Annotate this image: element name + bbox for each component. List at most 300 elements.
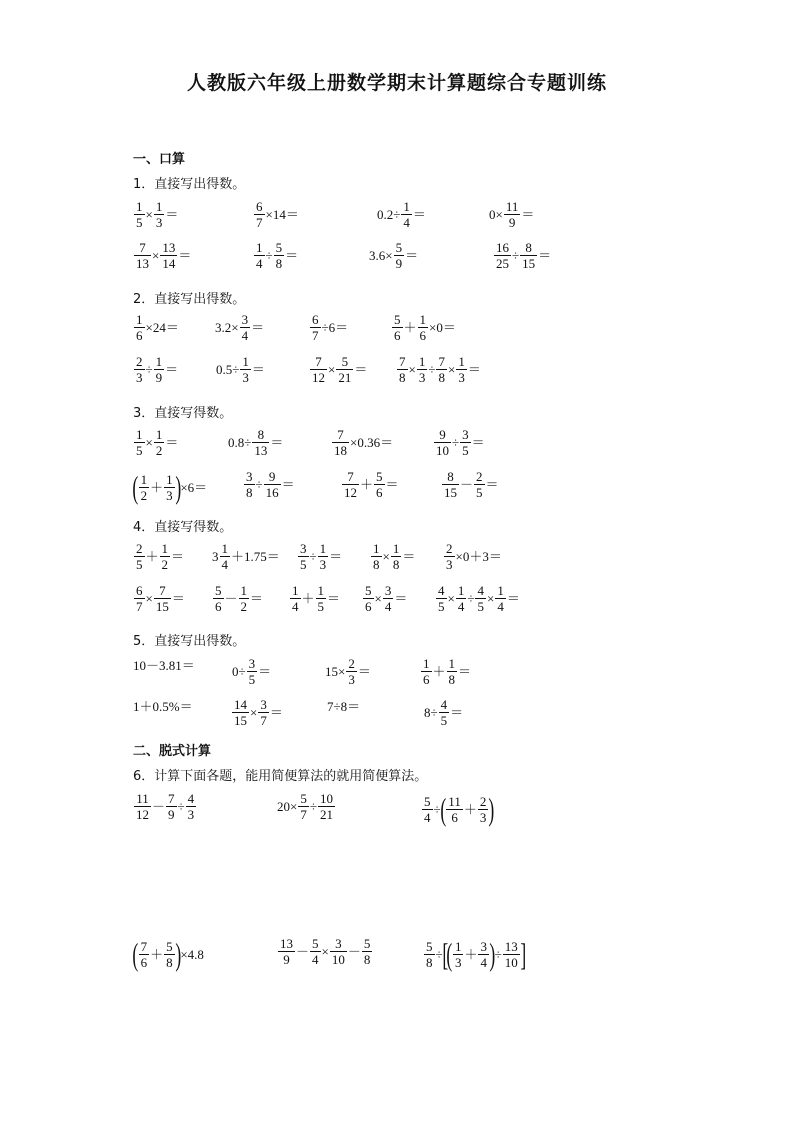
- fraction: [310, 355, 327, 384]
- numerator: 3: [260, 697, 267, 712]
- denominator: 7: [136, 599, 143, 614]
- fraction: [213, 584, 224, 613]
- operator-text: ＝: [385, 477, 399, 492]
- operator-text: ÷: [494, 946, 502, 962]
- operator-text: ＝: [327, 591, 341, 606]
- fraction: [362, 937, 373, 966]
- fraction: [164, 473, 175, 502]
- fraction: [247, 657, 258, 686]
- fraction: [439, 698, 450, 727]
- numerator: 7: [342, 470, 359, 485]
- bracket: (: [132, 469, 139, 505]
- numerator: 1: [454, 938, 462, 954]
- fraction: [371, 542, 382, 571]
- denominator: 9: [283, 952, 290, 967]
- denominator: 13: [254, 443, 268, 458]
- denominator: 8: [399, 370, 406, 385]
- denominator: 10: [436, 443, 449, 458]
- operator-text: ＝: [471, 435, 485, 450]
- operator-text: ×: [374, 591, 382, 606]
- math-expression: [420, 657, 471, 686]
- denominator: 4: [312, 952, 319, 967]
- numerator: 13: [162, 240, 176, 255]
- numerator: 1: [448, 656, 456, 671]
- denominator: 4: [457, 599, 465, 614]
- math-expression: [493, 241, 551, 270]
- numerator: 5: [426, 938, 433, 954]
- fraction: [363, 584, 374, 613]
- math-expression: [133, 657, 195, 672]
- fraction: [436, 584, 447, 613]
- fraction: [244, 470, 255, 499]
- fraction: [421, 657, 432, 686]
- numerator: 2: [136, 354, 143, 369]
- operator-text: 20×: [277, 799, 298, 814]
- operator-text: 3.2×: [215, 320, 239, 335]
- math-expression: [297, 542, 342, 571]
- operator-text: ＝: [506, 591, 520, 606]
- math-expression: [243, 470, 295, 499]
- operator-text: ÷: [177, 799, 185, 814]
- fraction: [154, 200, 165, 229]
- fraction: [139, 473, 150, 502]
- numerator: 1: [373, 541, 380, 556]
- numerator: 5: [376, 469, 383, 484]
- math-expression: [216, 355, 265, 384]
- operator-text: ＝: [402, 549, 416, 564]
- fraction: [478, 940, 489, 969]
- fraction: [186, 792, 197, 821]
- denominator: 4: [403, 215, 410, 230]
- fraction: [164, 940, 175, 969]
- numerator: 5: [336, 355, 353, 370]
- denominator: 4: [384, 599, 392, 614]
- operator-text: 0.8÷: [228, 435, 252, 450]
- operator-text: ÷: [309, 549, 317, 564]
- fraction: [394, 241, 405, 270]
- numerator: 4: [477, 583, 484, 598]
- denominator: 15: [444, 485, 457, 500]
- numerator: 2: [136, 541, 143, 556]
- fraction: [504, 200, 521, 229]
- numerator: 8: [252, 428, 269, 443]
- fraction: [478, 795, 489, 824]
- numerator: 1: [140, 471, 148, 487]
- numerator: 7: [154, 584, 171, 599]
- fraction: [434, 428, 451, 457]
- denominator: 5: [477, 599, 484, 614]
- operator-text: ×4.8: [180, 946, 204, 962]
- operator-text: ＝: [354, 362, 368, 377]
- operator-text: 3: [212, 549, 219, 564]
- operator-text: 1＋0.5%＝: [133, 698, 193, 714]
- fraction: [374, 470, 385, 499]
- fraction: [134, 792, 151, 821]
- numerator: 1: [136, 427, 143, 442]
- bracket: ): [488, 791, 495, 827]
- operator-text: ＝: [357, 664, 371, 679]
- numerator: 3: [480, 938, 487, 954]
- numerator: 4: [440, 697, 448, 712]
- numerator: 1: [240, 583, 248, 598]
- numerator: 1: [419, 312, 427, 327]
- math-expression: [423, 937, 525, 971]
- denominator: 6: [394, 328, 401, 343]
- numerator: 7: [399, 354, 406, 369]
- operator-text: ×6＝: [180, 479, 208, 495]
- math-expression: [133, 428, 178, 457]
- numerator: 1: [497, 583, 504, 598]
- operator-text: ÷: [428, 362, 436, 377]
- fraction: [446, 795, 463, 824]
- fraction: [436, 355, 447, 384]
- operator-text: ÷: [255, 477, 263, 492]
- fraction: [383, 584, 394, 613]
- numerator: 3: [330, 937, 347, 952]
- denominator: 4: [292, 599, 299, 614]
- numerator: 3: [462, 427, 469, 442]
- math-expression: [377, 200, 426, 229]
- operator-text: ＝: [450, 705, 464, 720]
- denominator: 6: [365, 599, 372, 614]
- denominator: 6: [419, 328, 427, 343]
- numerator: 1: [256, 240, 263, 255]
- numerator: 2: [479, 793, 487, 809]
- operator-text: ×: [447, 591, 455, 606]
- numerator: 1: [221, 541, 228, 556]
- denominator: 4: [256, 256, 263, 271]
- math-expression: [309, 355, 367, 384]
- bracket: ]: [520, 936, 527, 972]
- operator-text: ＝: [521, 207, 535, 222]
- fraction: [240, 313, 251, 342]
- operator-text: ×: [328, 362, 336, 377]
- operator-text: ＝: [458, 664, 472, 679]
- fraction: [391, 542, 402, 571]
- fraction: [316, 584, 327, 613]
- denominator: 7: [256, 215, 263, 230]
- denominator: 5: [476, 485, 483, 500]
- fraction: [139, 940, 150, 969]
- question-label: 3．直接写得数。: [133, 406, 233, 421]
- numerator: 7: [438, 354, 445, 369]
- math-expression: [231, 698, 283, 727]
- operator-text: ＝: [405, 248, 419, 263]
- numerator: 1: [155, 354, 163, 369]
- operator-text: ＋: [360, 477, 374, 492]
- denominator: 9: [155, 370, 163, 385]
- fraction: [460, 428, 471, 457]
- numerator: 8: [442, 470, 459, 485]
- operator-text: ×: [486, 591, 495, 606]
- math-expression: [362, 584, 407, 613]
- math-expression: [289, 584, 340, 613]
- numerator: 1: [161, 541, 169, 556]
- denominator: 8: [426, 954, 433, 970]
- denominator: 8: [392, 557, 400, 572]
- fraction: [310, 313, 321, 342]
- denominator: 14: [162, 256, 176, 271]
- numerator: 3: [241, 312, 249, 327]
- fraction: [298, 792, 309, 821]
- fraction: [475, 584, 486, 613]
- numerator: 7: [134, 241, 151, 256]
- numerator: 5: [365, 583, 372, 598]
- numerator: 1: [423, 656, 430, 671]
- denominator: 2: [240, 599, 248, 614]
- question-label: 4．直接写得数。: [133, 520, 233, 535]
- operator-text: ＝: [394, 591, 408, 606]
- denominator: 9: [395, 256, 403, 271]
- math-expression: [133, 937, 204, 971]
- denominator: 15: [155, 599, 169, 614]
- operator-text: ＝: [165, 207, 179, 222]
- fraction: [418, 313, 429, 342]
- denominator: 8: [448, 672, 456, 687]
- math-expression: [133, 355, 178, 384]
- math-expression: [133, 698, 193, 713]
- numerator: 1: [457, 583, 465, 598]
- numerator: 3: [384, 583, 392, 598]
- operator-text: ＋: [463, 801, 477, 817]
- denominator: 2: [161, 557, 169, 572]
- numerator: 1: [155, 427, 163, 442]
- math-expression: [253, 241, 298, 270]
- operator-text: ＋: [150, 946, 164, 962]
- fraction: [252, 428, 269, 457]
- fraction: [264, 470, 281, 499]
- fraction: [503, 940, 520, 969]
- numerator: 10: [319, 791, 333, 806]
- denominator: 6: [451, 809, 458, 825]
- numerator: 7: [332, 428, 349, 443]
- numerator: 1: [319, 541, 327, 556]
- numerator: 13: [280, 936, 293, 951]
- numerator: 14: [234, 697, 247, 712]
- math-expression: [370, 542, 415, 571]
- math-expression: [424, 698, 463, 727]
- denominator: 7: [312, 328, 319, 343]
- operator-text: 0.2÷: [377, 207, 401, 222]
- numerator: 11: [448, 793, 461, 809]
- denominator: 4: [480, 954, 487, 970]
- denominator: 7: [300, 807, 307, 822]
- numerator: 5: [300, 791, 307, 806]
- operator-text: ÷: [309, 799, 317, 814]
- denominator: 25: [496, 256, 509, 271]
- fraction: [392, 313, 403, 342]
- fraction: [332, 428, 349, 457]
- operator-text: ÷: [435, 946, 443, 962]
- denominator: 8: [438, 370, 445, 385]
- operator-text: ＝: [269, 705, 283, 720]
- operator-text: －: [152, 799, 166, 814]
- fraction: [134, 428, 145, 457]
- operator-text: ＝: [285, 248, 299, 263]
- operator-text: ×: [145, 435, 153, 450]
- fraction: [274, 241, 285, 270]
- fraction: [134, 542, 145, 571]
- operator-text: ÷: [433, 801, 441, 817]
- operator-text: ＝: [171, 549, 185, 564]
- operator-text: 3.6×: [369, 248, 393, 263]
- math-expression: [212, 542, 280, 571]
- bracket: ): [175, 469, 181, 505]
- operator-text: ＝: [178, 248, 192, 263]
- denominator: 4: [424, 809, 431, 825]
- numerator: 7: [168, 791, 175, 806]
- operator-text: ×0＝: [429, 320, 456, 335]
- numerator: 5: [312, 936, 319, 951]
- numerator: 3: [248, 656, 256, 671]
- operator-text: ＝: [281, 477, 295, 492]
- operator-text: ＝: [171, 591, 185, 606]
- math-expression: [433, 428, 485, 457]
- fraction: [254, 200, 265, 229]
- operator-text: ＝: [538, 248, 552, 263]
- denominator: 4: [497, 599, 504, 614]
- math-expression: [133, 200, 178, 229]
- fraction: [134, 355, 145, 384]
- operator-text: ×: [321, 944, 329, 959]
- fraction: [318, 542, 329, 571]
- numerator: 4: [187, 791, 195, 806]
- denominator: 9: [508, 215, 516, 230]
- numerator: 1: [418, 354, 426, 369]
- operator-text: 8÷: [424, 705, 438, 720]
- fraction: [154, 355, 165, 384]
- numerator: 1: [242, 354, 249, 369]
- denominator: 3: [136, 370, 143, 385]
- numerator: 5: [275, 240, 283, 255]
- operator-text: ×0＋3＝: [455, 549, 502, 564]
- denominator: 5: [248, 672, 256, 687]
- bracket: ): [175, 936, 181, 972]
- numerator: 9: [264, 470, 281, 485]
- denominator: 13: [136, 256, 149, 271]
- operator-text: ＝: [270, 435, 284, 450]
- denominator: 9: [168, 807, 175, 822]
- operator-text: 7÷8＝: [327, 698, 361, 714]
- denominator: 12: [344, 485, 357, 500]
- operator-text: ÷: [265, 248, 273, 263]
- fraction: [254, 241, 265, 270]
- numerator: 1: [317, 583, 325, 598]
- math-expression: [253, 200, 299, 229]
- operator-text: ＋: [432, 664, 446, 679]
- operator-text: ÷: [452, 435, 460, 450]
- operator-text: ×14＝: [265, 207, 299, 222]
- denominator: 3: [348, 672, 355, 687]
- operator-text: ×: [447, 362, 456, 377]
- operator-text: ＝: [251, 320, 265, 335]
- bracket: (: [446, 936, 453, 972]
- fraction: [342, 470, 359, 499]
- question-label: 6．计算下面各题，能用简便算法的就用简便算法。: [133, 769, 428, 784]
- numerator: 13: [504, 938, 518, 954]
- operator-text: 0×: [489, 207, 503, 222]
- denominator: 8: [166, 954, 173, 970]
- operator-text: ×: [250, 705, 258, 720]
- numerator: 1: [458, 354, 465, 369]
- denominator: 5: [136, 215, 143, 230]
- math-expression: [232, 657, 271, 686]
- denominator: 3: [479, 809, 487, 825]
- denominator: 5: [440, 713, 448, 728]
- section-heading: 二、脱式计算: [133, 744, 212, 759]
- operator-text: ＝: [467, 362, 481, 377]
- operator-text: ÷: [467, 591, 475, 606]
- operator-text: ×0.36＝: [350, 435, 394, 450]
- denominator: 21: [319, 807, 333, 822]
- math-expression: [309, 313, 348, 342]
- denominator: 3: [458, 370, 465, 385]
- denominator: 8: [275, 256, 283, 271]
- denominator: 15: [522, 256, 536, 271]
- operator-text: ＝: [412, 207, 426, 222]
- operator-text: ÷: [145, 362, 153, 377]
- denominator: 3: [454, 954, 462, 970]
- numerator: 6: [136, 583, 143, 598]
- denominator: 8: [373, 557, 380, 572]
- math-expression: [133, 470, 207, 504]
- numerator: 1: [292, 583, 299, 598]
- operator-text: ＋: [464, 946, 478, 962]
- fraction: [397, 355, 408, 384]
- numerator: 1: [136, 312, 143, 327]
- numerator: 6: [312, 312, 319, 327]
- math-expression: [435, 584, 520, 613]
- fraction: [160, 241, 177, 270]
- denominator: 6: [136, 328, 143, 343]
- numerator: 11: [505, 199, 519, 214]
- math-expression: [215, 313, 264, 342]
- fraction: [134, 584, 145, 613]
- math-expression: [133, 792, 197, 821]
- numerator: 3: [246, 469, 253, 484]
- numerator: 7: [140, 938, 148, 954]
- operator-text: ＝: [251, 362, 265, 377]
- fraction: [453, 940, 464, 969]
- fraction: [220, 542, 231, 571]
- numerator: 2: [446, 541, 453, 556]
- operator-text: ＋: [301, 591, 315, 606]
- denominator: 4: [241, 328, 249, 343]
- operator-text: ＋: [150, 479, 164, 495]
- math-expression: [489, 200, 534, 229]
- numerator: 1: [155, 199, 163, 214]
- numerator: 5: [363, 936, 371, 951]
- denominator: 6: [423, 672, 430, 687]
- operator-text: －: [296, 944, 310, 959]
- denominator: 18: [334, 443, 347, 458]
- numerator: 2: [476, 469, 483, 484]
- denominator: 6: [140, 954, 148, 970]
- denominator: 5: [300, 557, 307, 572]
- question-label: 5．直接写出得数。: [133, 634, 246, 649]
- fraction: [474, 470, 485, 499]
- denominator: 5: [136, 443, 143, 458]
- denominator: 7: [260, 713, 267, 728]
- fraction: [239, 584, 250, 613]
- operator-text: ＝: [165, 435, 179, 450]
- fraction: [444, 542, 455, 571]
- operator-text: ÷6＝: [321, 320, 349, 335]
- fraction: [154, 584, 171, 613]
- numerator: 5: [395, 240, 403, 255]
- fraction: [240, 355, 251, 384]
- numerator: 5: [424, 793, 431, 809]
